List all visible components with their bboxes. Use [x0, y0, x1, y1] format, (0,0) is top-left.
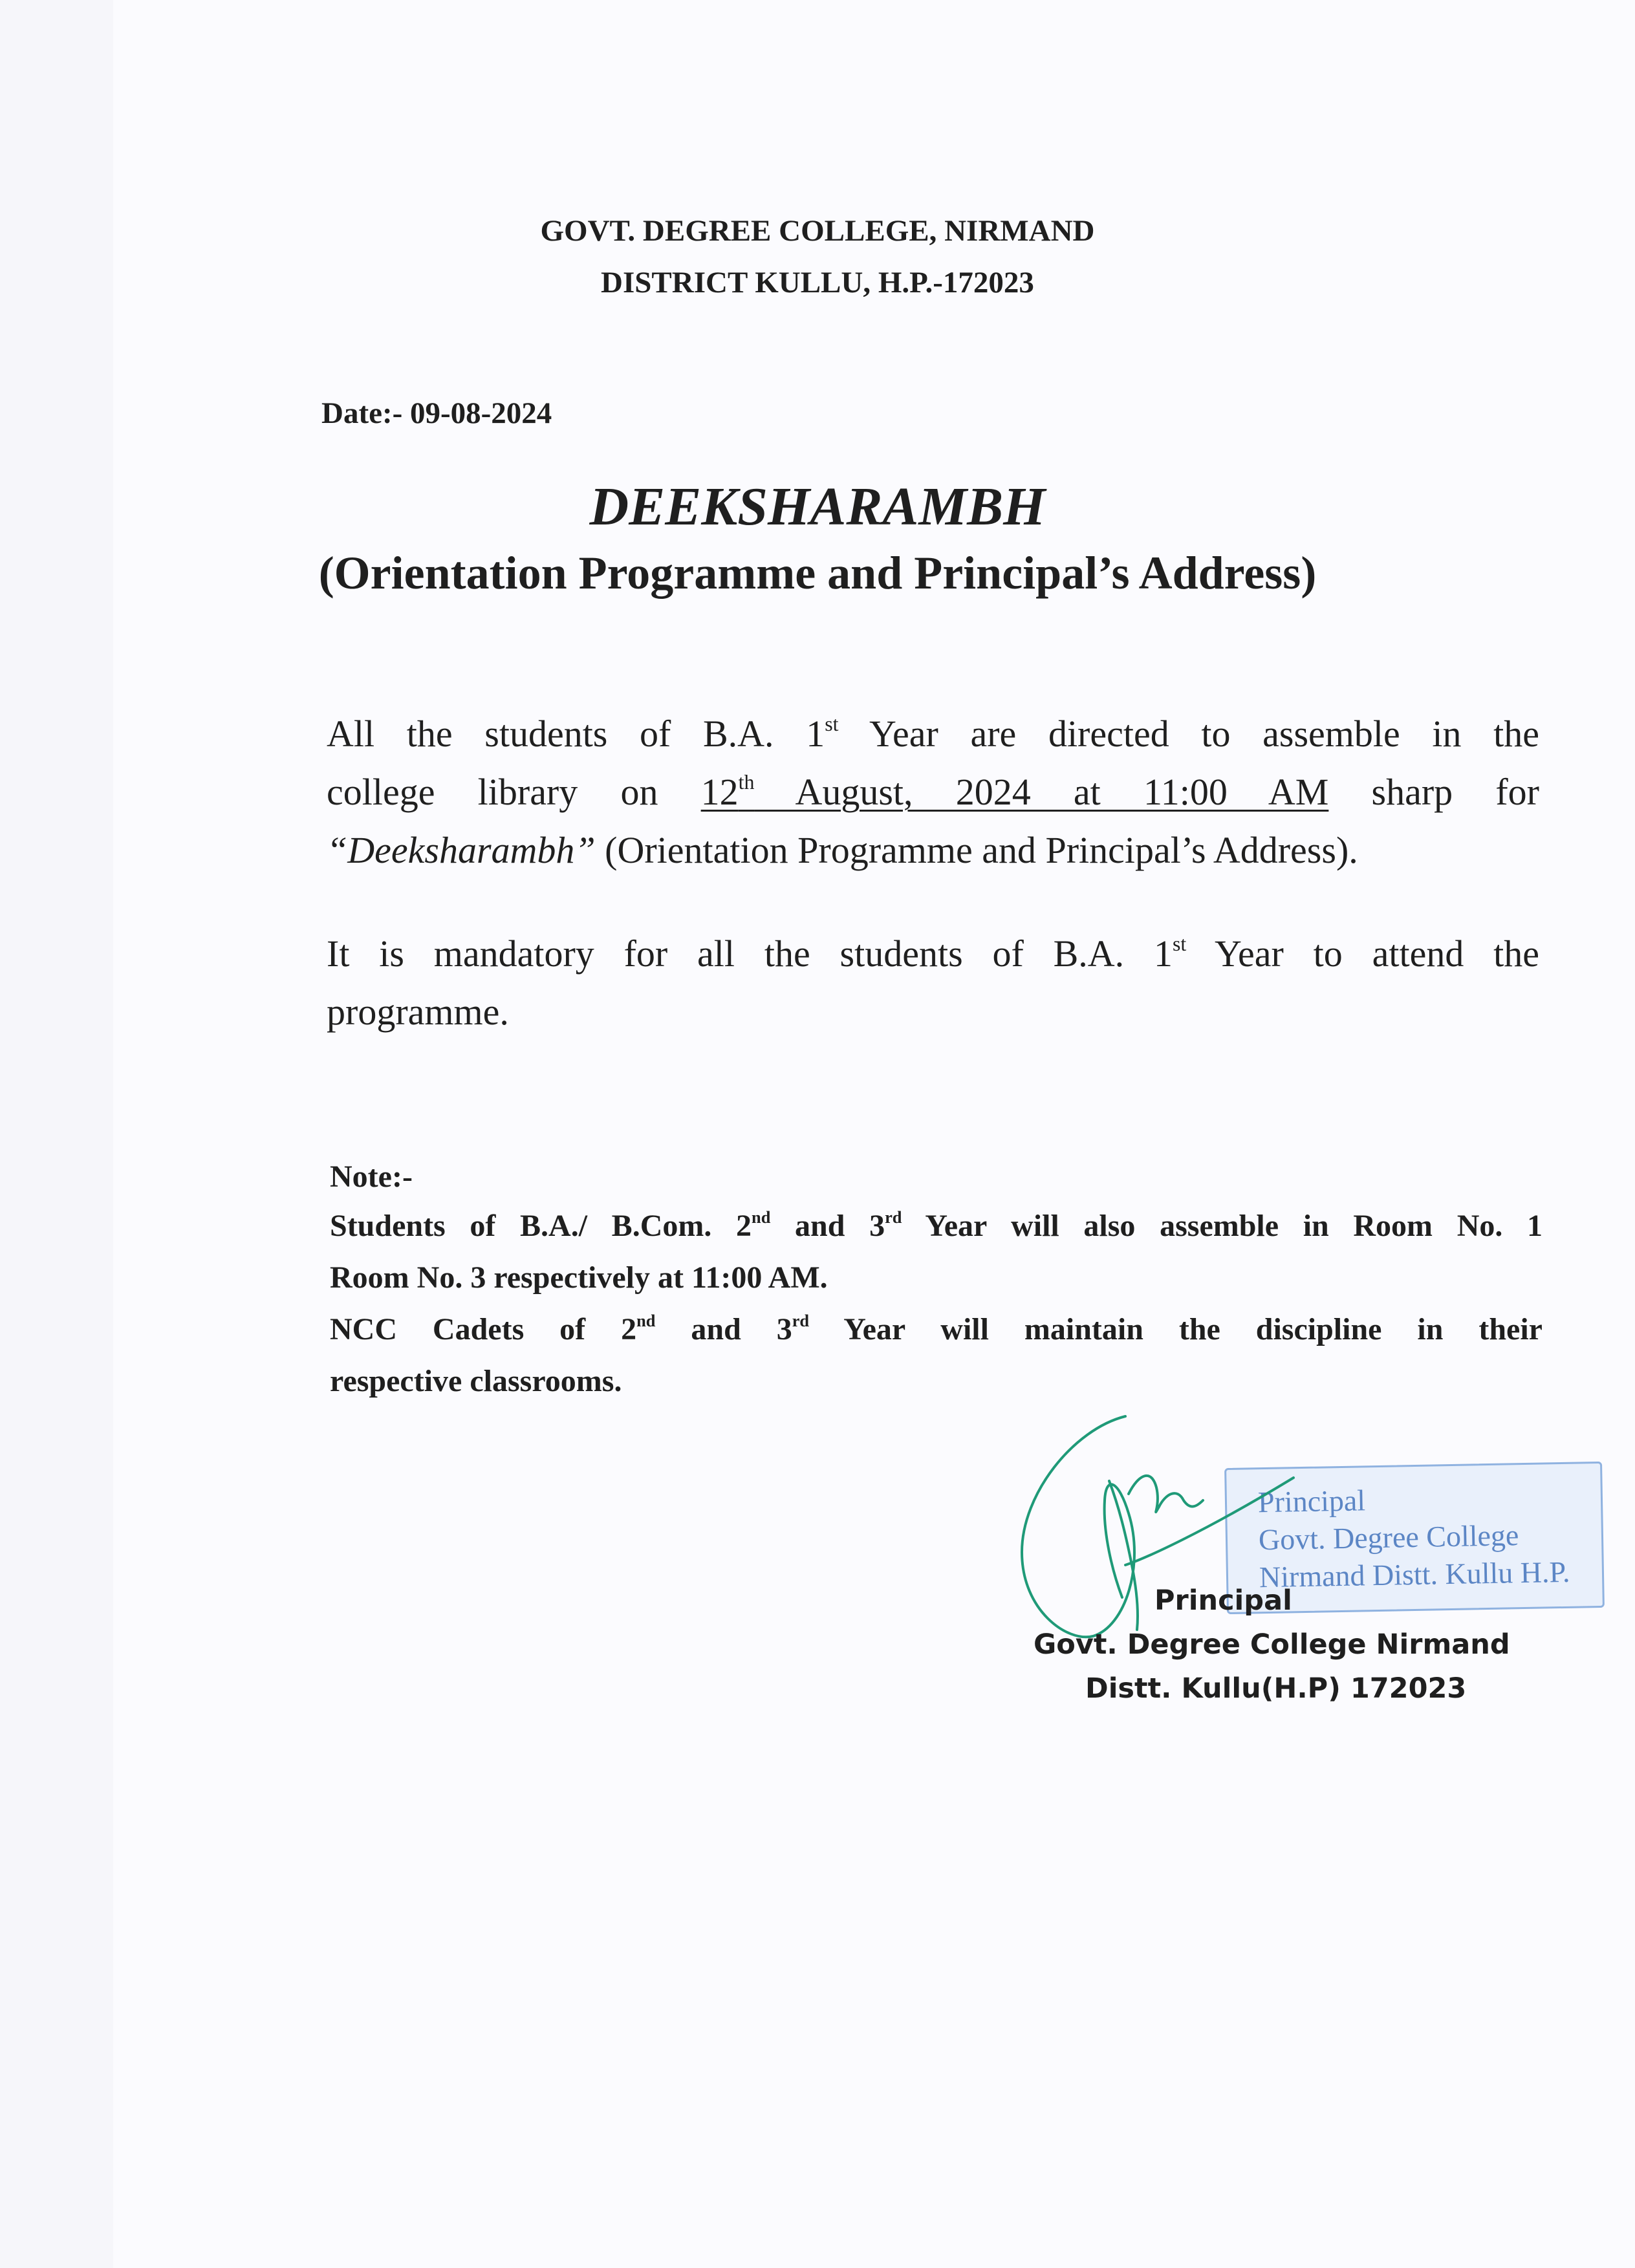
- event-date-time: 12th August, 2024 at 11:00 AM: [700, 771, 1329, 813]
- signatory-title: Principal: [1154, 1584, 1292, 1617]
- para1-line1: All the students of B.A. 1st Year are directed to assemble in the: [327, 713, 1539, 755]
- note-line4: respective classrooms.: [330, 1364, 622, 1398]
- notice-date: Date:- 09-08-2024: [321, 396, 552, 430]
- note-line1: Students of B.A./ B.Com. 2nd and 3rd Year will also assemble in Room No. 1: [330, 1207, 1543, 1243]
- college-address: DISTRICT KULLU, H.P.-172023: [601, 266, 1034, 299]
- note-heading: Note:-: [330, 1160, 413, 1194]
- signatory-college: Govt. Degree College Nirmand: [1034, 1628, 1510, 1661]
- principal-stamp: Principal Govt. Degree College Nirmand Distt. Kullu H.P.: [1224, 1462, 1605, 1614]
- notice-title: DEEKSHARAMBH: [589, 477, 1046, 537]
- document-page: [113, 0, 1635, 2268]
- para1-line3: “Deeksharambh” (Orientation Programme and Principal’s Address).: [327, 829, 1358, 871]
- college-name: GOVT. DEGREE COLLEGE, NIRMAND: [540, 214, 1095, 248]
- para1-line2: college library on 12th August, 2024 at 11:00 AM sharp for: [327, 771, 1539, 813]
- notice-subtitle: (Orientation Programme and Principal’s Address): [318, 547, 1317, 599]
- signatory-address: Distt. Kullu(H.P) 172023: [1085, 1672, 1467, 1705]
- note-line3: NCC Cadets of 2nd and 3rd Year will maintain the discipline in their: [330, 1311, 1543, 1346]
- para2-line2: programme.: [327, 991, 509, 1033]
- note-line2: Room No. 3 respectively at 11:00 AM.: [330, 1260, 828, 1295]
- para2-line1: It is mandatory for all the students of B.A. 1st Year to attend the: [327, 933, 1540, 975]
